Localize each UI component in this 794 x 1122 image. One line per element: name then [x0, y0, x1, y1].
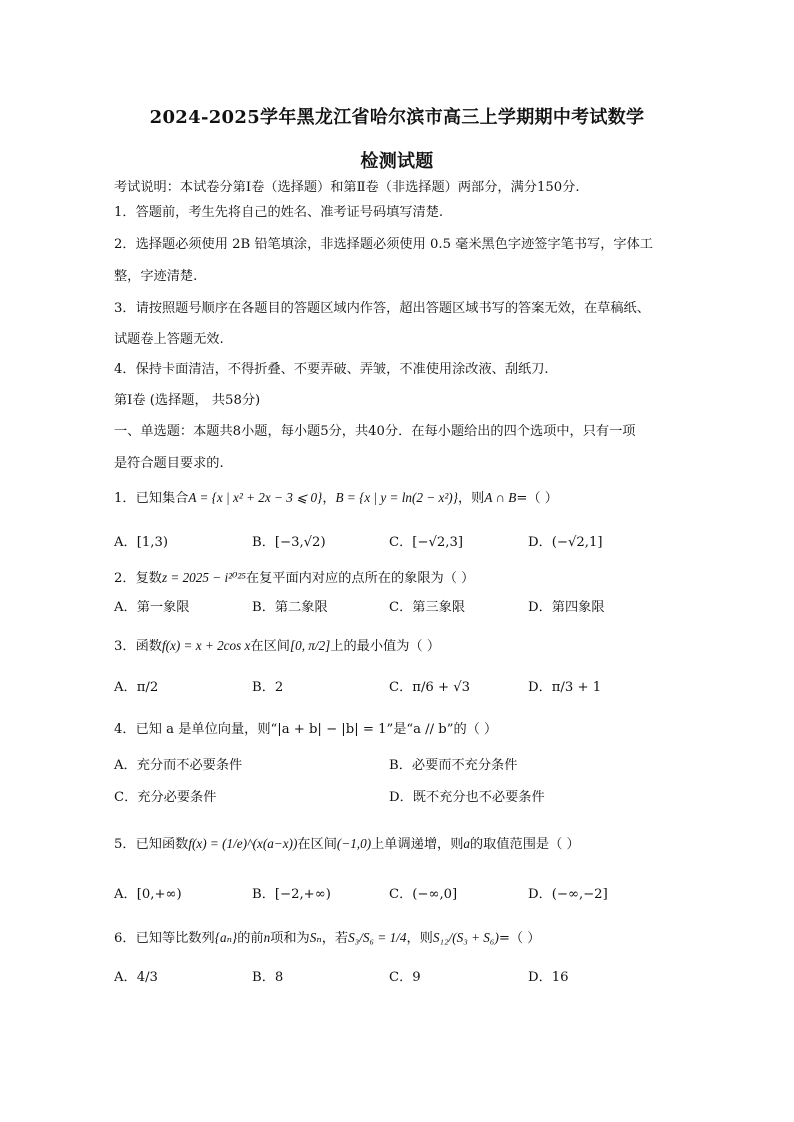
q5-option-c: C．(−∞,0] [389, 887, 458, 902]
q1-sep: ， [322, 491, 336, 506]
q6-seq: {aₙ} [214, 930, 238, 945]
q5-option-d: D．(−∞,−2] [528, 887, 608, 902]
q3-expr: f(x) = x + 2cos x [161, 638, 251, 653]
q6-n: n [263, 930, 271, 945]
q6-tail: =（ ） [498, 931, 541, 946]
q4-option-a: A．充分而不必要条件 [114, 758, 243, 773]
instruction-3a: 3．请按照题号顺序在各题目的答题区域内作答，超出答题区域书写的答案无效，在草稿纸、 [114, 301, 650, 316]
q6-mid: 的前 [237, 931, 264, 946]
q6-sn: Sₙ [309, 930, 322, 945]
part-heading-b: 是符合题目要求的. [114, 456, 224, 471]
q6-option-c: C．9 [389, 970, 421, 985]
question-2 [114, 568, 474, 589]
part-heading-a: 一、单选题：本题共8小题，每小题5分，共40分．在每小题给出的四个选项中，只有一项 [114, 424, 636, 439]
q5-tail: 上单调递增，则 [371, 837, 464, 852]
q6-option-a: A．4/3 [114, 970, 158, 985]
q5-var: a [463, 836, 470, 851]
q3-mid: 在区间 [250, 639, 290, 654]
question-4: 4．已知 a 是单位向量，则“|a + b| − |b| = 1”是“a // b”的（ ） [114, 722, 498, 737]
q1-expr: A ∩ B [484, 490, 517, 505]
q3-option-c: C．π/6 + √3 [389, 680, 471, 695]
q1-option-b: B．[−3,√2) [252, 535, 326, 550]
q5-option-a: A．[0,+∞) [114, 887, 182, 902]
q1-option-d: D．(−√2,1] [528, 535, 603, 550]
q4-option-c: C．充分必要条件 [114, 790, 217, 805]
q3-option-b: B．2 [252, 680, 284, 695]
q3-interval: [0, π/2] [289, 638, 331, 653]
q5-expr: f(x) = (1/e)^(x(a−x)) [188, 836, 298, 851]
q2-tail: 在复平面内对应的点所在的象限为（ ） [245, 571, 475, 586]
instruction-4: 4．保持卡面清洁，不得折叠、不要弄破、弄皱，不准使用涂改液、刮纸刀. [114, 362, 549, 377]
q6-option-b: B．8 [252, 970, 284, 985]
q1-set-a: A = {x | x² + 2x − 3 ⩽ 0} [188, 490, 323, 505]
q3-tail: 上的最小值为（ ） [330, 639, 441, 654]
section-heading: 第Ⅰ卷 (选择题， 共58分) [114, 393, 261, 408]
q5-option-b: B．[−2,+∞) [252, 887, 331, 902]
q2-prefix: 2．复数 [114, 571, 162, 586]
page-subtitle: 检测试题 [360, 151, 434, 172]
q6-ask: S₁₂/(S₃ + S₆) [432, 930, 499, 945]
q1-set-b: B = {x | y = ln(2 − x²)} [335, 490, 458, 505]
question-5 [114, 834, 580, 855]
instruction-1: 1．答题前，考生先将自己的姓名、准考证号码填写清楚. [114, 205, 444, 220]
question-3 [114, 636, 440, 657]
q4-option-b: B．必要而不充分条件 [389, 758, 518, 773]
q6-option-d: D．16 [528, 970, 569, 985]
page-title: 2024-2025学年黑龙江省哈尔滨市高三上学期期中考试数学 [149, 107, 645, 128]
q5-prefix: 5．已知函数 [114, 837, 189, 852]
q2-expr: z = 2025 − i²⁰²⁵ [161, 570, 246, 585]
q2-option-d: D．第四象限 [528, 600, 605, 615]
q3-prefix: 3．函数 [114, 639, 162, 654]
q2-option-c: C．第三象限 [389, 600, 466, 615]
q1-ask: ，则 [457, 491, 485, 506]
question-1 [114, 488, 558, 509]
q1-option-c: C．[−√2,3] [389, 535, 463, 550]
instruction-2a: 2．选择题必须使用 2B 铅笔填涂，非选择题必须使用 0.5 毫米黑色字迹签字笔书写，字体工 [114, 237, 653, 252]
q5-tail2: 的取值范围是（ ） [470, 837, 580, 852]
q5-mid: 在区间 [297, 837, 337, 852]
instruction-2b: 整，字迹清楚. [114, 269, 198, 284]
q2-option-b: B．第二象限 [252, 600, 328, 615]
q6-mid3: ，若 [321, 931, 349, 946]
q2-option-a: A．第一象限 [114, 600, 190, 615]
instruction-3b: 试题卷上答题无效. [114, 332, 224, 347]
q1-option-a: A．[1,3) [114, 535, 168, 550]
q6-prefix: 6．已知等比数列 [114, 931, 215, 946]
q1-tail: =（ ） [516, 491, 558, 506]
q6-mid4: ，则 [406, 931, 433, 946]
q6-mid2: 项和为 [270, 931, 310, 946]
question-6 [114, 928, 541, 949]
q3-option-d: D．π/3 + 1 [528, 680, 602, 695]
exam-intro: 考试说明：本试卷分第Ⅰ卷（选择题）和第Ⅱ卷（非选择题）两部分，满分150分. [114, 180, 580, 195]
q4-option-d: D．既不充分也不必要条件 [389, 790, 545, 805]
q6-cond: S₃/S₆ = 1/4 [348, 930, 407, 945]
q5-interval: (−1,0) [336, 836, 372, 851]
q1-prefix: 1．已知集合 [114, 491, 189, 506]
q3-option-a: A．π/2 [114, 680, 159, 695]
